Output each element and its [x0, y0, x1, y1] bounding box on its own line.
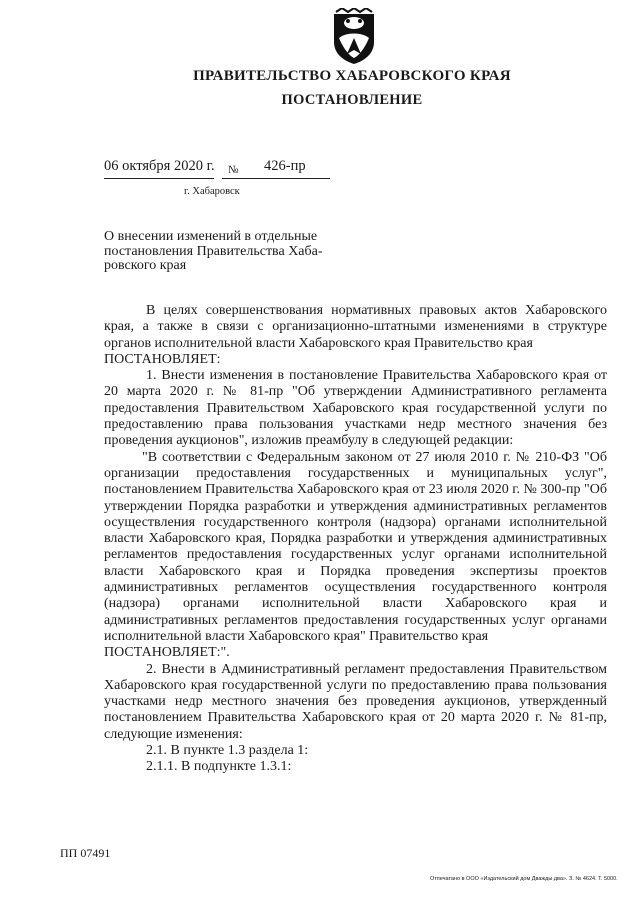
- quoted-preamble-paragraph: "В соответствии с Федеральным законом от 27 июля 2010 г. № 210-ФЗ "Об организации предоставления государственных и муниципальных услуг", постановлением Правительства Хабаровского края от 23 июля 2020 г. № 300-пр "Об утверждении Порядка разработки и утверждения административных регламентов осуществления государственного контроля (надзора) органами исполнительной власти Хабаровского края, Порядка разработки и утверждения административных регламентов предоставления государственных услуг органами исполнительной власти Хабаровского края и Порядка проведения экспертизы проектов административных регламентов осуществления государственного контроля (надзора) органами исполнительной власти Хабаровского края и административных регламентов предоставления государственных услуг органами исполнительной власти Хабаровского края" Правительство края: [104, 449, 607, 644]
- document-code: ПП 07491: [60, 846, 111, 860]
- document-number: 426-пр: [264, 158, 306, 174]
- number-underline: [222, 178, 330, 179]
- issue-city: г. Хабаровск: [184, 186, 240, 197]
- item-1-paragraph: 1. Внести изменения в постановление Правительства Хабаровского края от 20 марта 2020 г. № 81-пр "Об утверждении Административного регламента предоставления Правительством Хабаровского края государственной услуги по предоставлению права пользования участками недр местного значения без проведения аукционов", изложив преамбулу в следующей редакции:: [104, 368, 607, 449]
- print-imprint: Отпечатано в ООО «Издательский дом Дважды два». З. № 4624. Т. 5000.: [430, 876, 618, 882]
- organization-title: ПРАВИТЕЛЬСТВО ХАБАРОВСКОГО КРАЯ: [193, 68, 511, 84]
- item-2-1-line: 2.1. В пункте 1.3 раздела 1:: [146, 743, 309, 759]
- document-subject: О внесении изменений в отдельные постановления Правительства Хаба-ровского края: [104, 229, 323, 273]
- document-date: 06 октября 2020 г.: [104, 158, 215, 174]
- number-sign: №: [228, 164, 239, 176]
- resolves-heading: ПОСТАНОВЛЯЕТ:: [104, 351, 221, 367]
- document-type: ПОСТАНОВЛЕНИЕ: [281, 92, 423, 108]
- date-underline: [104, 178, 214, 179]
- document-body: [104, 303, 607, 776]
- khabarovsk-krai-coat-of-arms-icon: [330, 8, 378, 66]
- item-2-1-1-line: 2.1.1. В подпункте 1.3.1:: [146, 759, 292, 775]
- item-2-paragraph: 2. Внести в Административный регламент предоставления Правительством Хабаровского края государственной услуги по предоставлению права пользования участками недр местного значения без проведения аукционов, утвержденный постановлением Правительства Хабаровского края от 20 марта 2020 г. № 81-пр, следующие изменения:: [104, 661, 607, 742]
- preamble-paragraph: В целях совершенствования нормативных правовых актов Хабаровского края, а также в связи с организационно-штатными изменениями в структуре органов исполнительной власти Хабаровского края Правительство края: [104, 303, 607, 351]
- quoted-resolves-line: ПОСТАНОВЛЯЕТ:".: [104, 645, 230, 661]
